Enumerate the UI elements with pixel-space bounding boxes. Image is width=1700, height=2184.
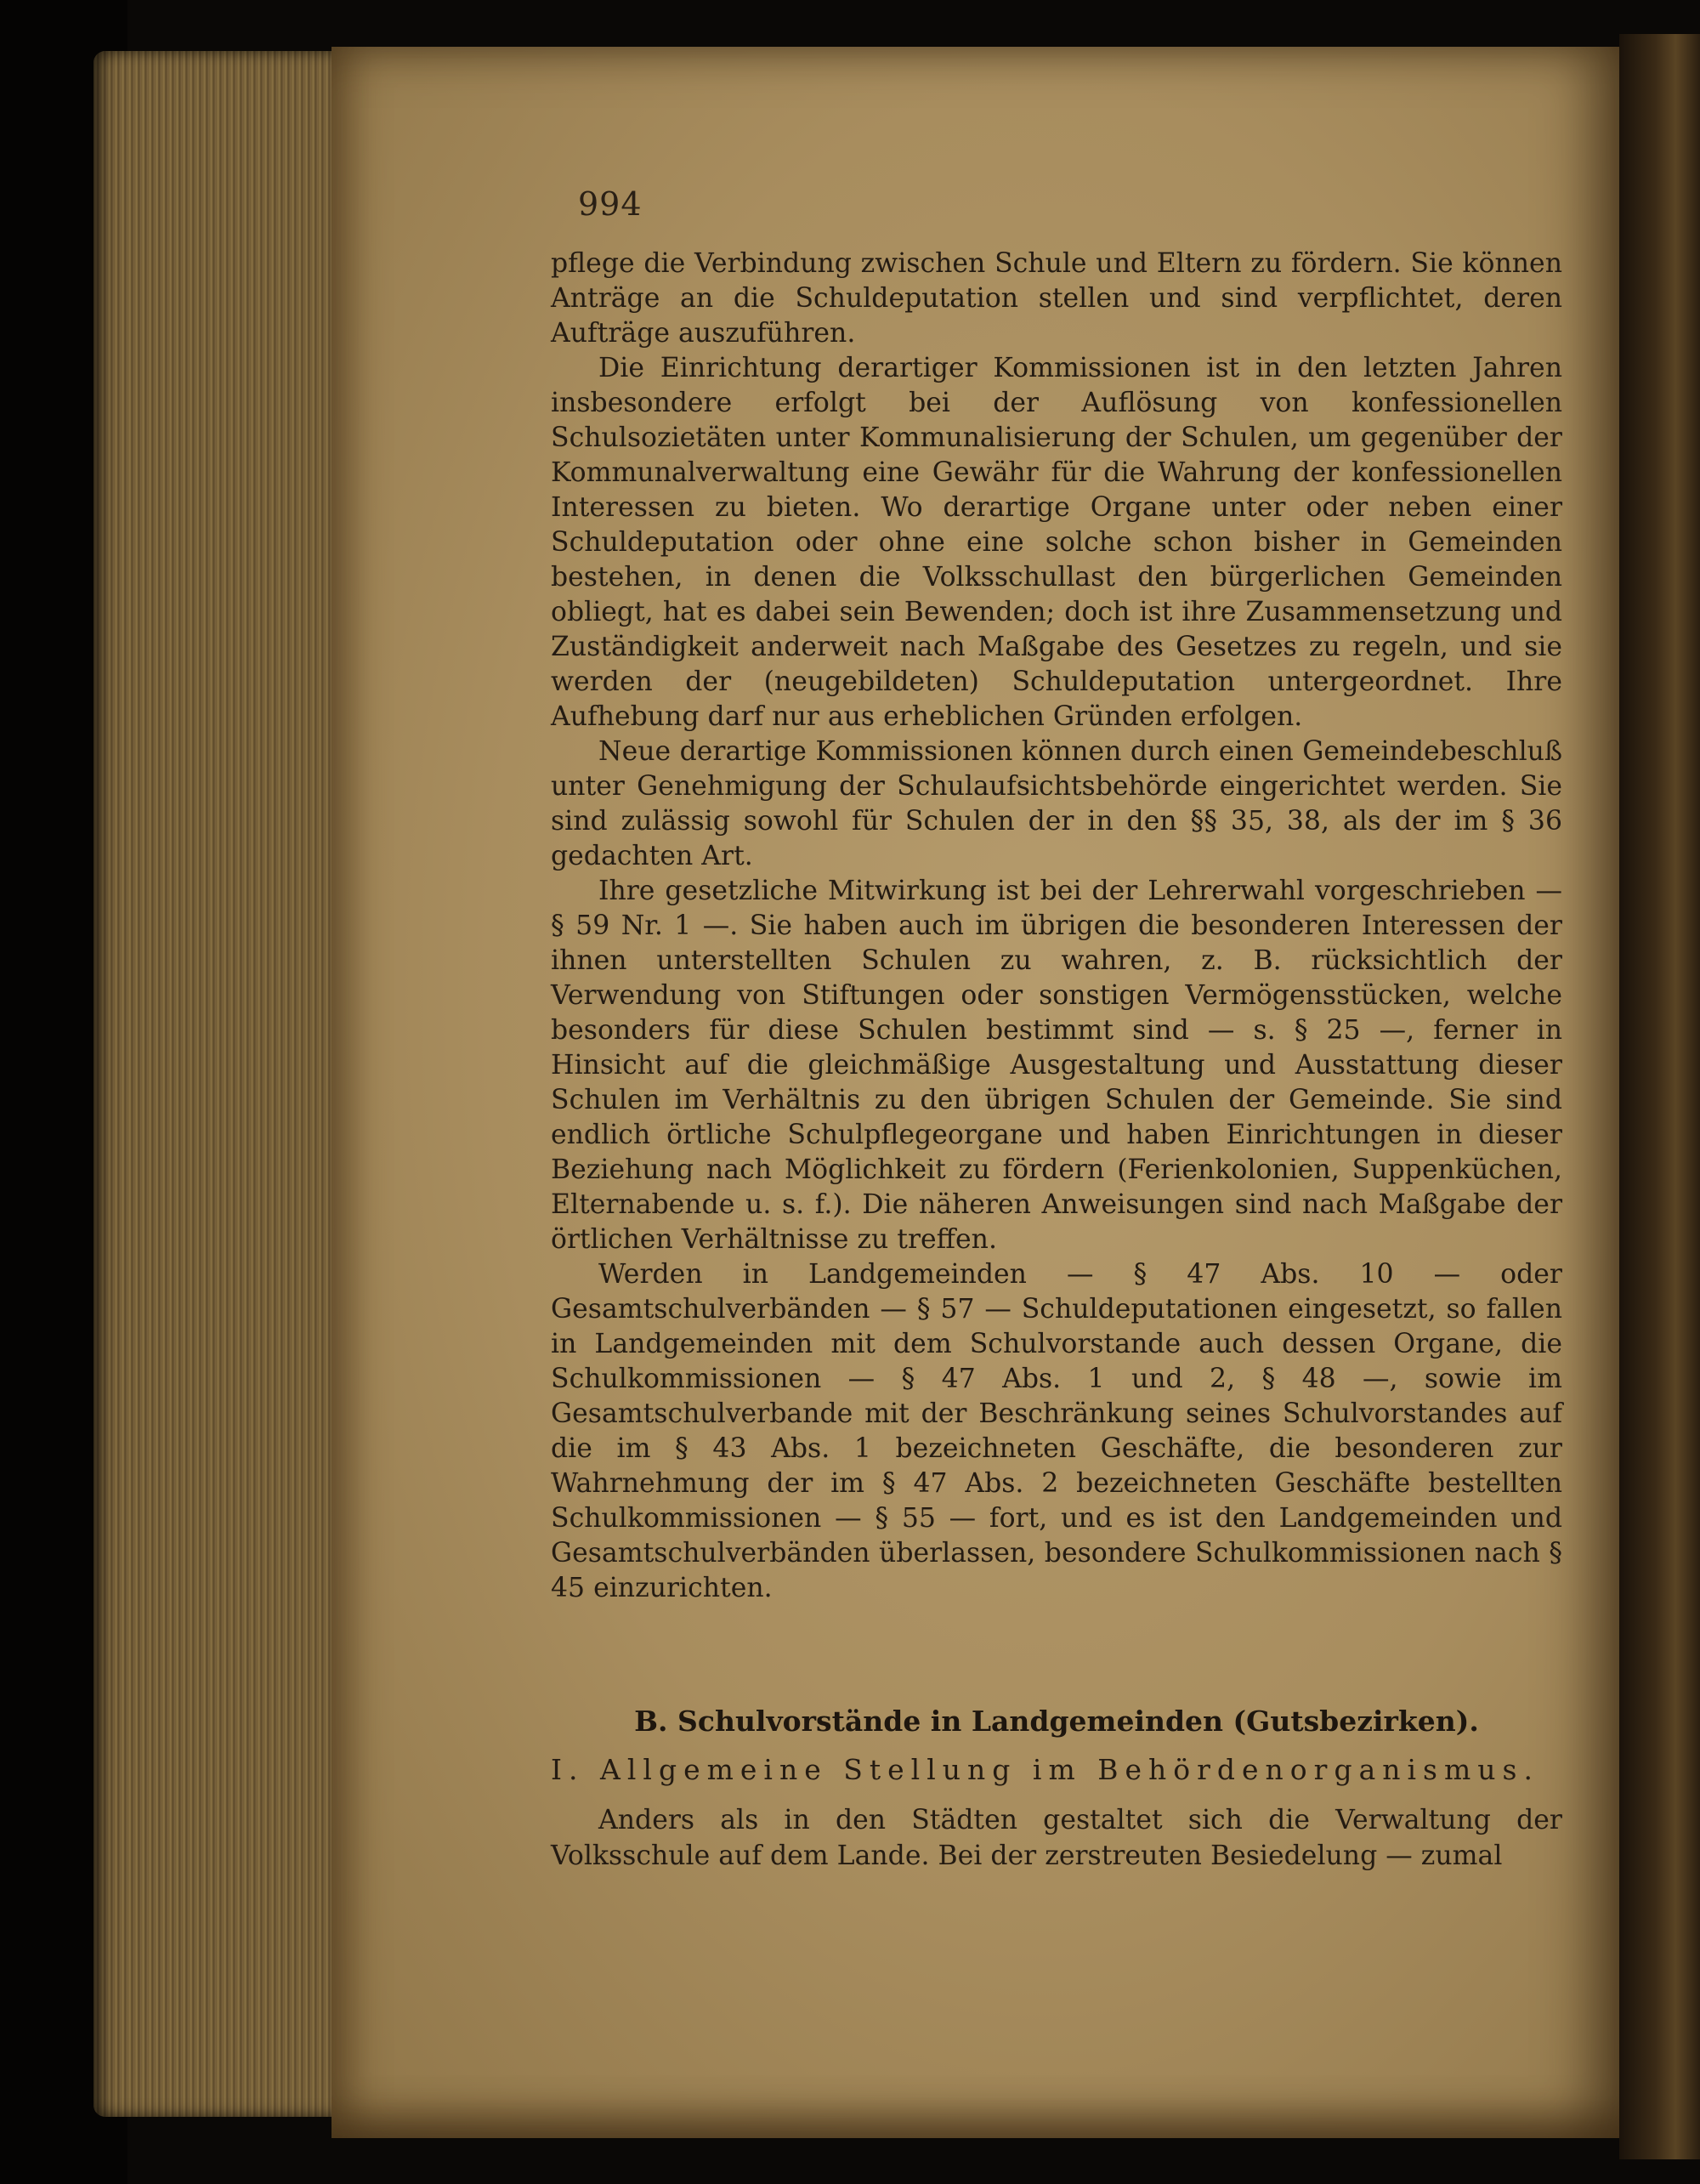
paragraph-1: pflege die Verbindung zwischen Schule und Eltern zu fördern. Sie können Anträge an die Schuldeputation stellen und sind verpflichtet, deren Aufträge auszuführen. <box>551 248 1562 349</box>
page-number: 994 <box>578 185 643 223</box>
paragraph-2: Die Einrichtung derartiger Kommissionen ist in den letzten Jahren insbesondere erfolgt bei der Auflösung von konfessionellen Schulsozietäten unter Kommunalisierung der Schulen, um gegenüber der Kommunalverwaltung eine Gewähr für die Wahrung der konfessionellen Interessen zu bieten. Wo derartige Organe unter oder neben einer Schuldeputation oder ohne eine solche schon bisher in Gemeinden bestehen, in denen die Volksschullast den bürgerlichen Gemeinden obliegt, hat es dabei sein Bewenden; doch ist ihre Zusammensetzung und Zuständigkeit anderweit nach Maßgabe des Gesetzes zu regeln, und sie werden der (neugebildeten) Schuldeputation untergeordnet. Ihre Aufhebung darf nur aus erheblichen Gründen erfolgen. <box>551 353 1562 732</box>
paragraph-5: Werden in Landgemeinden — § 47 Abs. 10 — oder Gesamtschulverbänden — § 57 — Schuldeputationen eingesetzt, so fallen in Landgemeinden mit dem Schulvorstande auch dessen Organe, die Schulkommissionen — § 47 Abs. 1 und 2, § 48 —, sowie im Gesamtschulverbande mit der Beschränkung seines Schulvorstandes auf die im § 43 Abs. 1 bezeichneten Geschäfte, die besonderen zur Wahrnehmung der im § 47 Abs. 2 bezeichneten Geschäfte bestellten Schulkommissionen — § 55 — fort, und es ist den Landgemeinden und Gesamtschulverbänden überlassen, besondere Schulkommissionen nach § 45 einzurichten. <box>551 1259 1562 1603</box>
body-text <box>551 247 1562 1606</box>
final-paragraph-block <box>551 1802 1562 1874</box>
paragraph-4: Ihre gesetzliche Mitwirkung ist bei der Lehrerwahl vorgeschrieben — § 59 Nr. 1 —. Sie haben auch im übrigen die besonderen Interessen der ihnen unterstellten Schulen zu wahren, z. B. rücksichtlich der Verwendung von Stiftungen oder sonstigen Vermögensstücken, welche besonders für diese Schulen bestimmt sind — s. § 25 —, ferner in Hinsicht auf die gleichmäßige Ausgestaltung und Ausstattung dieser Schulen im Verhältnis zu den übrigen Schulen der Gemeinde. Sie sind endlich örtliche Schulpflegeorgane und haben Einrichtungen in dieser Beziehung nach Möglichkeit zu fördern (Ferienkolonien, Suppenküchen, Elternabende u. s. f.). Die näheren Anweisungen sind nach Maßgabe der örtlichen Verhältnisse zu treffen. <box>551 876 1562 1255</box>
book-gutter <box>1619 34 1700 2159</box>
section-heading: B. Schulvorstände in Landgemeinden (Gutsbezirken). <box>634 1705 1479 1738</box>
subsection-heading: I. Allgemeine Stellung im Behördenorganismus. <box>551 1753 1539 1786</box>
final-paragraph: Anders als in den Städten gestaltet sich die Verwaltung der Volksschule auf dem Lande. Bei der zerstreuten Besiedelung — zumal <box>551 1805 1562 1871</box>
paragraph-3: Neue derartige Kommissionen können durch einen Gemeindebeschluß unter Genehmigung der Schulaufsichtsbehörde eingerichtet werden. Sie sind zulässig sowohl für Schulen der in den §§ 35, 38, als der im § 36 gedachten Art. <box>551 736 1562 871</box>
